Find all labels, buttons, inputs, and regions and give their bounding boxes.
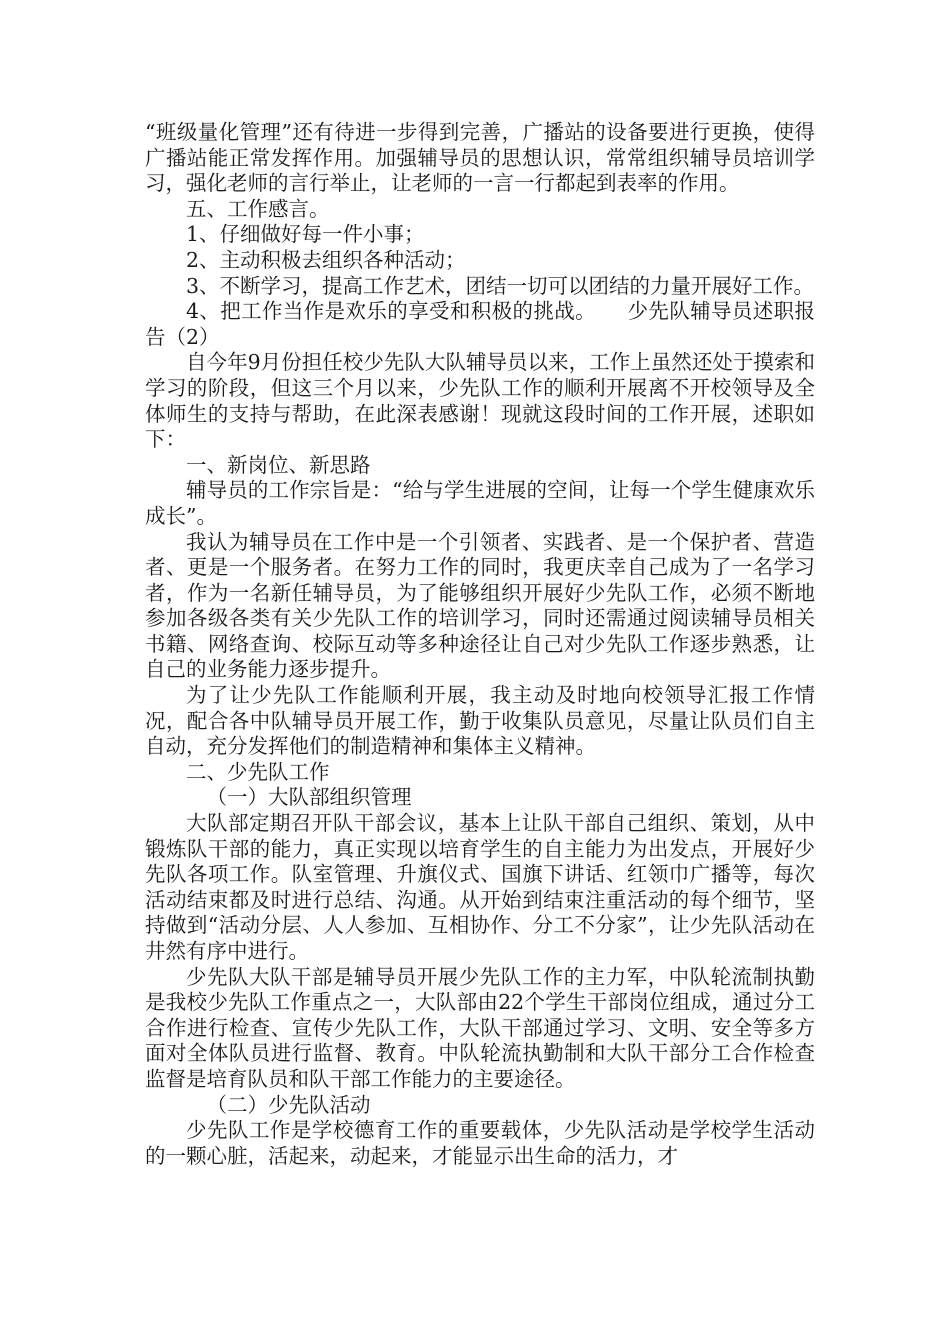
list-item: 3、不断学习，提高工作艺术，团结一切可以团结的力量开展好工作。 xyxy=(186,273,815,298)
document-body xyxy=(145,120,815,1169)
list-item: 2、主动积极去组织各种活动； xyxy=(186,247,466,272)
section-heading: 一、新岗位、新思路 xyxy=(186,452,371,477)
paragraph: 自今年9月份担任校少先队大队辅导员以来，工作上虽然还处于摸索和学习的阶段，但这三个月以来，少先队工作的顺利开展离不开校领导及全体师生的支持与帮助，在此深表感谢！现就这段时间的工作开展，述职如下： xyxy=(145,350,815,452)
paragraph: 少先队工作是学校德育工作的重要载体，少先队活动是学校学生活动的一颗心脏，活起来，动起来，才能显示出生命的活力，才 xyxy=(145,1118,815,1168)
paragraph: 为了让少先队工作能顺利开展，我主动及时地向校领导汇报工作情况，配合各中队辅导员开展工作，勤于收集队员意见，尽量让队员们自主自动，充分发挥他们的制造精神和集体主义精神。 xyxy=(145,683,815,759)
paragraph: 少先队大队干部是辅导员开展少先队工作的主力军，中队轮流制执勤是我校少先队工作重点之一，大队部由22个学生干部岗位组成，通过分工合作进行检查、宣传少先队工作，大队干部通过学习、文明、安全等多方面对全体队员进行监督、教育。中队轮流执勤制和大队干部分工合作检查监督是培育队员和队干部工作能力的主要途径。 xyxy=(145,964,815,1091)
paragraph: 大队部定期召开队干部会议，基本上让队干部自己组织、策划，从中锻炼队干部的能力，真正实现以培育学生的自主能力为出发点，开展好少先队各项工作。队室管理、升旗仪式、国旗下讲话、红领巾广播等，每次活动结束都及时进行总结、沟通。从开始到结束注重活动的每个细节，坚持做到“活动分层、人人参加、互相协作、分工不分家”，让少先队活动在井然有序中进行。 xyxy=(145,811,815,963)
list-item: 1、仔细做好每一件小事； xyxy=(186,222,425,247)
section-heading: 五、工作感言。 xyxy=(186,196,330,221)
section-heading: 二、少先队工作 xyxy=(186,759,330,784)
subsection-heading: （一）大队部组织管理 xyxy=(206,785,412,810)
subsection-heading: （二）少先队活动 xyxy=(206,1092,371,1117)
paragraph: 辅导员的工作宗旨是：“给与学生进展的空间，让每一个学生健康欢乐成长”。 xyxy=(145,478,815,528)
list-item: 4、把工作当作是欢乐的享受和积极的挑战。 少先队辅导员述职报告（2） xyxy=(145,299,815,349)
paragraph: “班级量化管理”还有待进一步得到完善，广播站的设备要进行更换，使得广播站能正常发挥作用。加强辅导员的思想认识，常常组织辅导员培训学习，强化老师的言行举止，让老师的一言一行都起到表率的作用。 xyxy=(145,120,815,196)
paragraph: 我认为辅导员在工作中是一个引领者、实践者、是一个保护者、营造者、更是一个服务者。在努力工作的同时，我更庆幸自己成为了一名学习者，作为一名新任辅导员，为了能够组织开展好少先队工作，必须不断地参加各级各类有关少先队工作的培训学习，同时还需通过阅读辅导员相关书籍、网络查询、校际互动等多种途径让自己对少先队工作逐步熟悉，让自己的业务能力逐步提升。 xyxy=(145,529,815,682)
